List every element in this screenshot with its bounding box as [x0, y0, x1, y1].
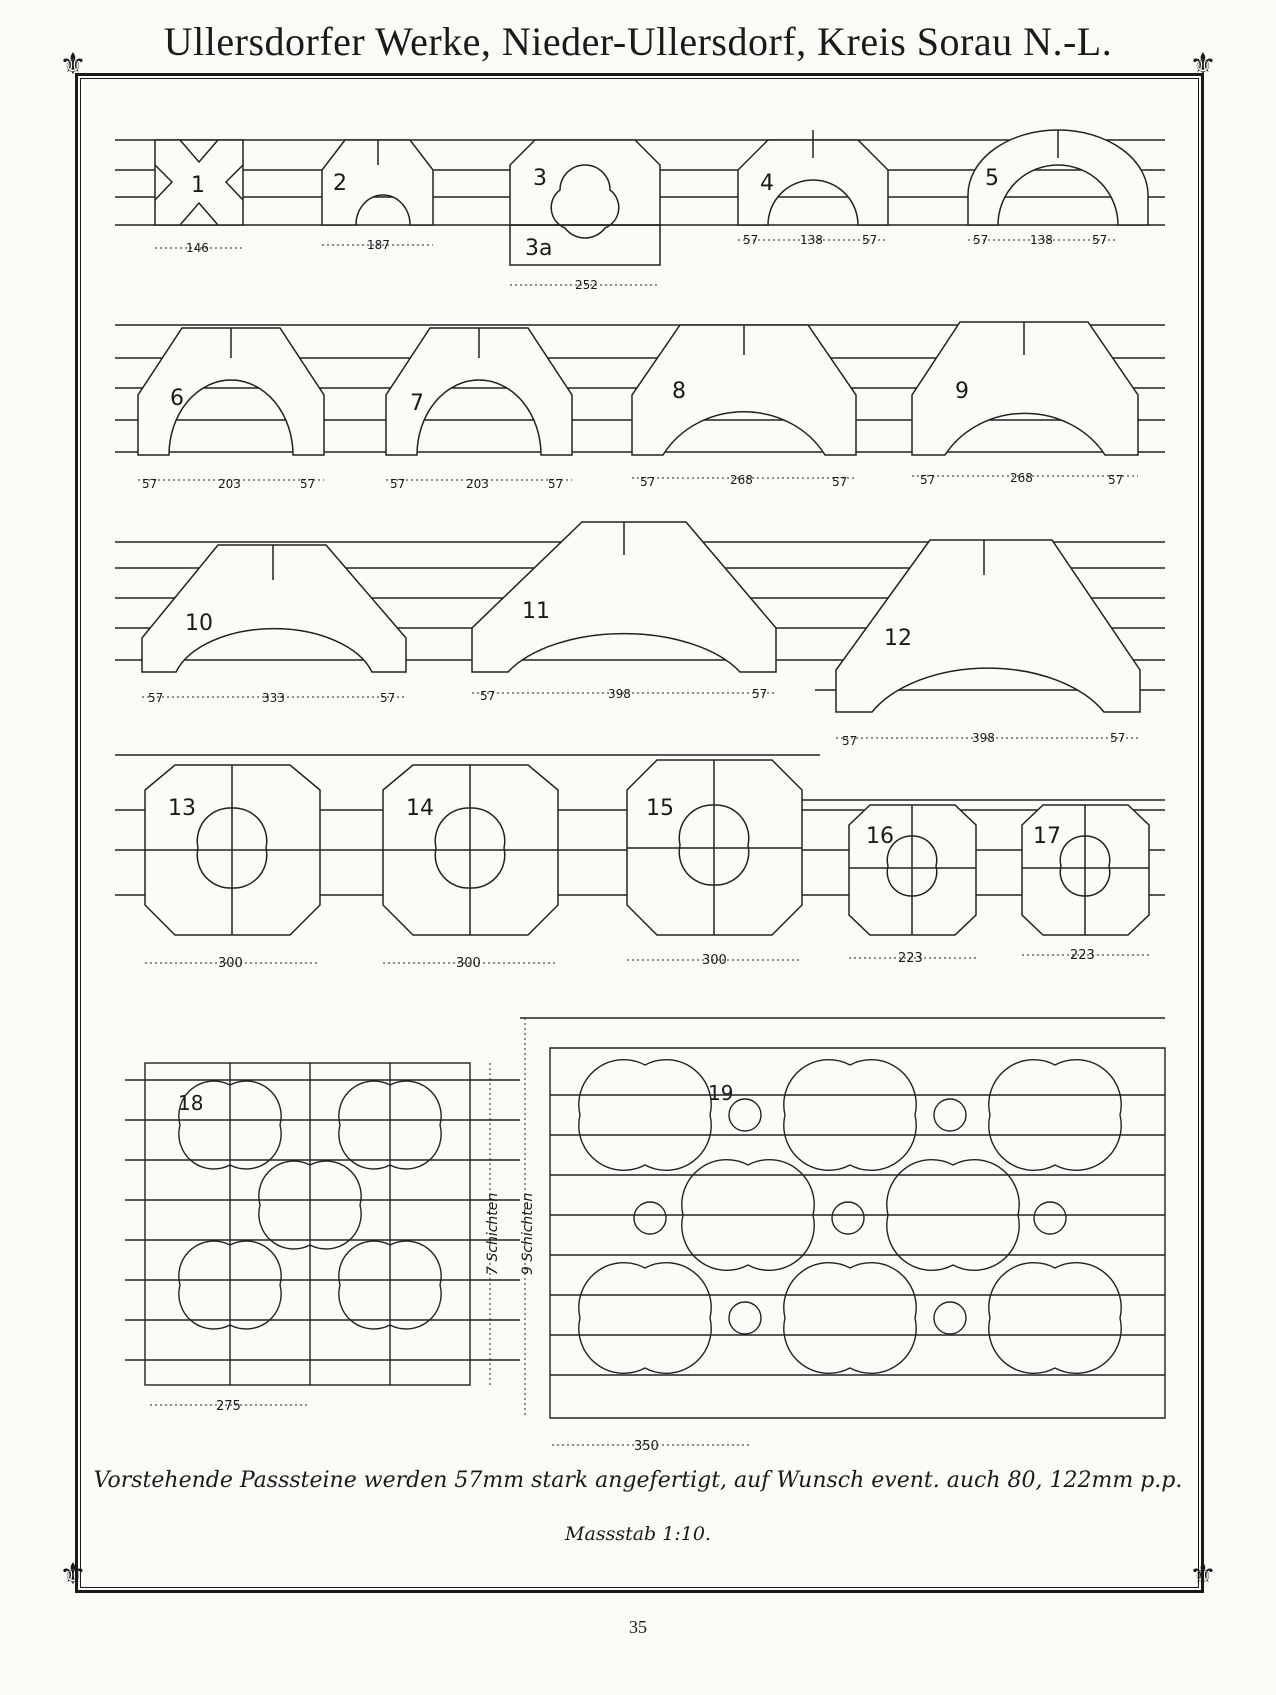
- figure-label: 17: [1033, 824, 1061, 849]
- figure-label: 11: [522, 599, 550, 624]
- row-2-dimensions: [138, 471, 1138, 491]
- page-header-title: Ullersdorfer Werke, Nieder-Ullersdorf, Kreis Sorau N.-L.: [163, 19, 1113, 64]
- dimension-label: 268: [730, 473, 753, 487]
- dimension-label: 146: [186, 241, 209, 255]
- dimension-label: 57: [148, 691, 164, 705]
- dimension-label: 268: [1010, 471, 1033, 485]
- figure-label: 3a: [525, 236, 553, 261]
- dimension-label: 350: [634, 1439, 659, 1454]
- course-annotations: [485, 1018, 536, 1418]
- dimension-label: 275: [216, 1399, 241, 1414]
- dimension-label: 138: [800, 233, 823, 247]
- figure-label: 19: [708, 1081, 734, 1105]
- dimension-label: 57: [480, 689, 496, 703]
- dimension-label: 203: [218, 477, 241, 491]
- row-1-dimensions: [155, 233, 1118, 292]
- dimension-label: 333: [262, 691, 285, 705]
- dimension-label: 57: [862, 233, 878, 247]
- dimension-label: 57: [390, 477, 406, 491]
- fleur-de-lis-icon: ⚜: [1189, 1557, 1217, 1592]
- figure-label: 9: [955, 379, 969, 404]
- fleur-de-lis-icon: ⚜: [59, 1557, 87, 1592]
- scale-label: Massstab 1:10.: [565, 1523, 711, 1545]
- figure-18-dimension: [150, 1399, 310, 1414]
- figure-label: 12: [884, 626, 912, 651]
- figure-label: 1: [191, 173, 205, 198]
- dimension-label: 187: [367, 238, 390, 252]
- figure-label: 2: [333, 171, 347, 196]
- dimension-label: 57: [142, 477, 158, 491]
- figure-label: 16: [866, 824, 894, 849]
- dimension-label: 57: [380, 691, 396, 705]
- figure-label: 4: [760, 171, 774, 196]
- row-3: [115, 522, 1165, 712]
- figure-label: 13: [168, 796, 196, 821]
- dimension-label: 138: [1030, 233, 1053, 247]
- dimension-label: 57: [1108, 473, 1124, 487]
- courses-nine-label: 9 Schichten: [520, 1192, 536, 1275]
- courses-seven-label: 7 Schichten: [485, 1192, 501, 1275]
- dimension-label: 57: [548, 477, 564, 491]
- fleur-de-lis-icon: ⚜: [59, 47, 87, 82]
- dimension-label: 252: [575, 278, 598, 292]
- dimension-label: 57: [832, 475, 848, 489]
- fleur-de-lis-icon: ⚜: [1189, 47, 1217, 82]
- dimension-label: 57: [920, 473, 936, 487]
- dimension-label: 300: [218, 956, 243, 971]
- dimension-label: 57: [1110, 731, 1126, 745]
- figure-19-panel: [520, 1018, 1165, 1418]
- dimension-label: 203: [466, 477, 489, 491]
- row-2: [115, 322, 1165, 455]
- dimension-label: 398: [972, 731, 995, 745]
- page-number: 35: [629, 1617, 647, 1637]
- row-4: [115, 755, 1165, 935]
- row-4-dimensions: [145, 948, 1149, 971]
- specification-caption: Vorstehende Passsteine werden 57mm stark angefertigt, auf Wunsch event. auch 80, 122mm p.p.: [93, 1468, 1183, 1493]
- figure-label: 18: [178, 1091, 204, 1115]
- figure-label: 3: [533, 166, 547, 191]
- figure-label: 6: [170, 386, 184, 411]
- dimension-label: 57: [300, 477, 316, 491]
- dimension-label: 223: [1070, 948, 1095, 963]
- dimension-label: 57: [752, 687, 768, 701]
- figure-label: 14: [406, 796, 434, 821]
- figure-19-dimension: [552, 1439, 752, 1454]
- row-1: [115, 130, 1165, 265]
- row-3-dimensions: [142, 687, 1140, 748]
- figure-label: 5: [985, 166, 999, 191]
- dimension-label: 300: [456, 956, 481, 971]
- dimension-label: 57: [743, 233, 759, 247]
- dimension-label: 57: [640, 475, 656, 489]
- dimension-label: 57: [842, 734, 858, 748]
- figure-label: 7: [410, 391, 424, 416]
- dimension-label: 398: [608, 687, 631, 701]
- figure-label: 15: [646, 796, 674, 821]
- dimension-label: 223: [898, 951, 923, 966]
- figure-label: 8: [672, 379, 686, 404]
- dimension-label: 300: [702, 953, 727, 968]
- dimension-label: 57: [1092, 233, 1108, 247]
- figure-label: 10: [185, 611, 213, 636]
- dimension-label: 57: [973, 233, 989, 247]
